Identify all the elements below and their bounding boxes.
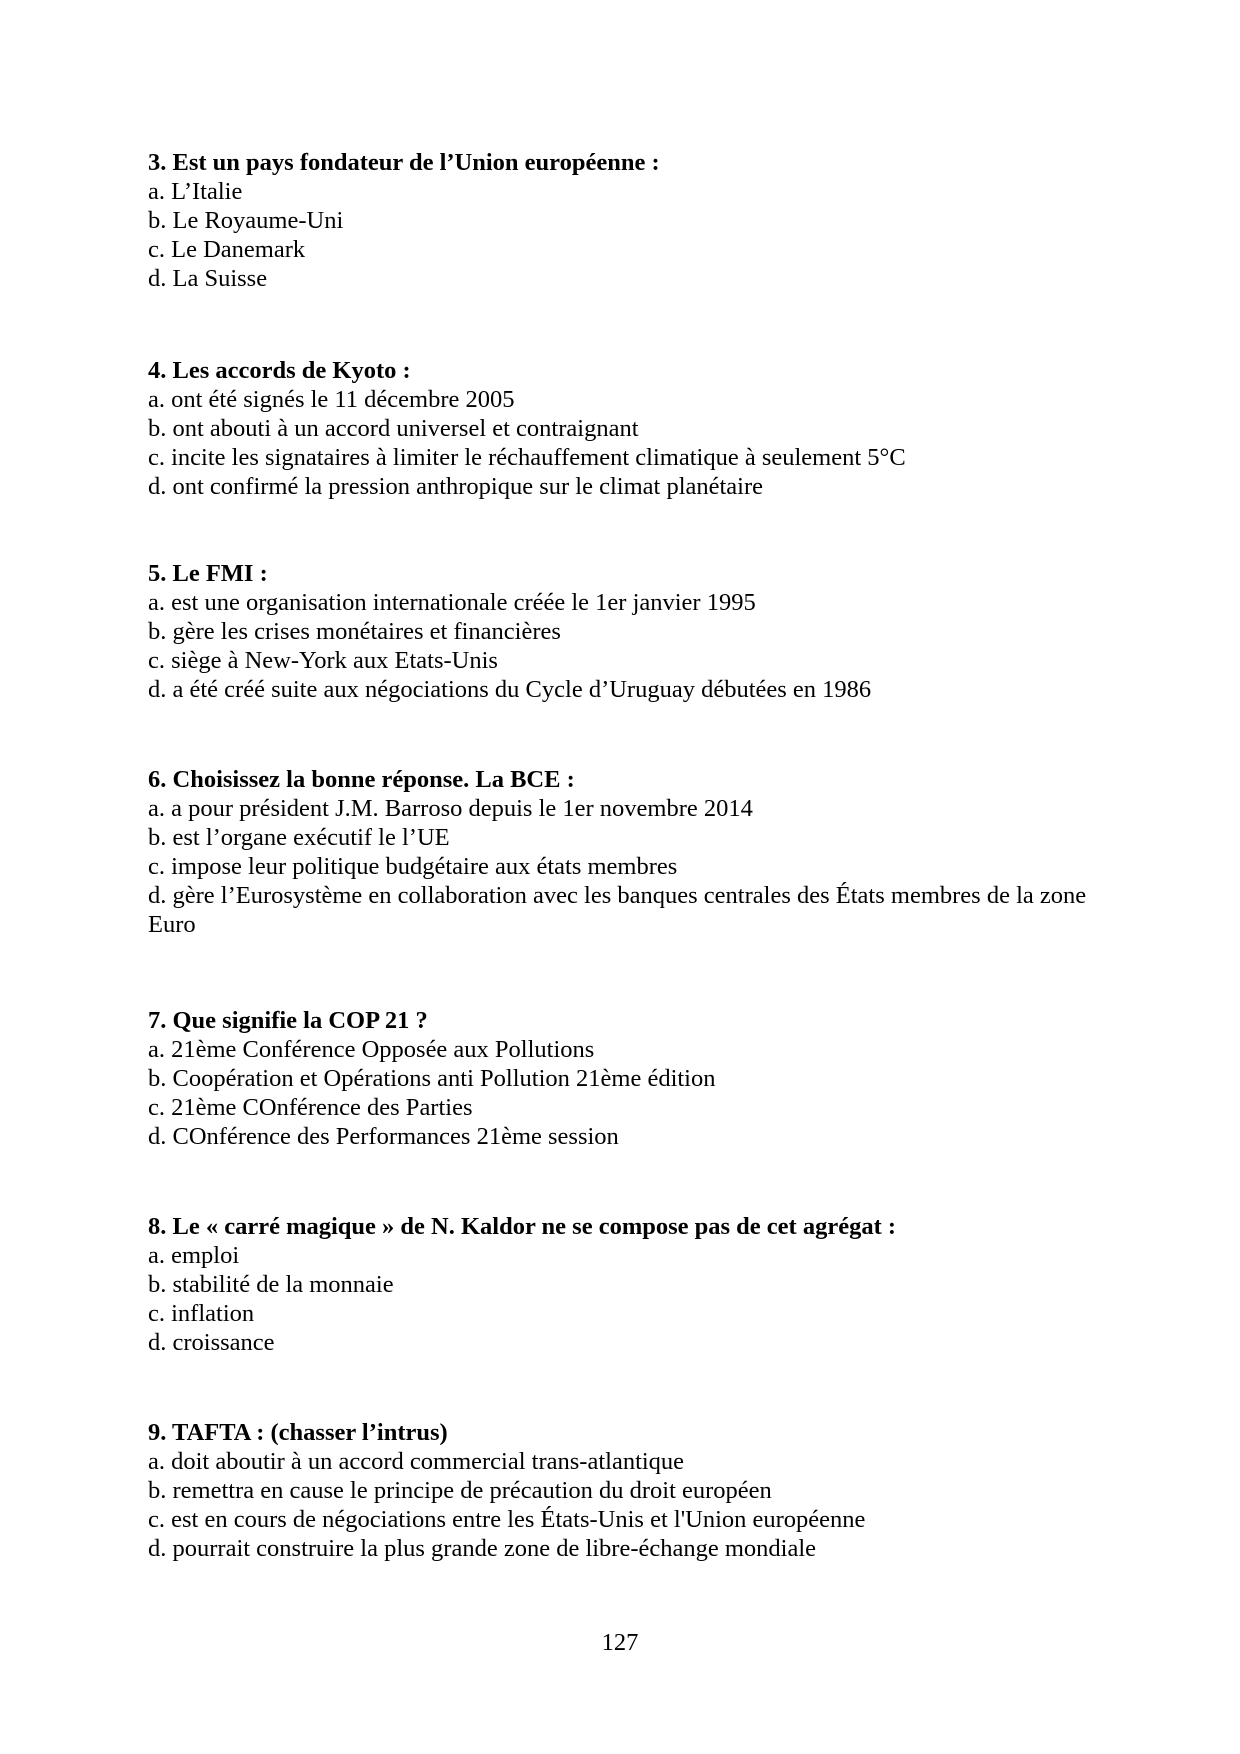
question-9 [148,1418,1108,1563]
answer-option: a. a pour président J.M. Barroso depuis le 1er novembre 2014 [148,795,753,822]
answer-option: d. pourrait construire la plus grande zone de libre-échange mondiale [148,1535,817,1562]
answer-option: c. impose leur politique budgétaire aux états membres [148,853,678,880]
answer-option: a. L’Italie [148,178,243,205]
answer-option: d. La Suisse [148,265,268,292]
answer-option: d. ont confirmé la pression anthropique sur le climat planétaire [148,473,764,500]
answer-option: d. gère l’Eurosystème en collaboration avec les banques centrales des États membres de la zone Euro [148,882,1087,938]
answer-option: c. 21ème COnférence des Parties [148,1094,473,1121]
answer-option: a. ont été signés le 11 décembre 2005 [148,386,515,413]
answer-option: a. emploi [148,1242,240,1269]
answer-option: c. inflation [148,1300,255,1327]
question-title: 8. Le « carré magique » de N. Kaldor ne se compose pas de cet agrégat : [148,1213,897,1240]
question-title: 4. Les accords de Kyoto : [148,357,411,384]
question-title: 5. Le FMI : [148,560,268,587]
answer-option: c. est en cours de négociations entre les États-Unis et l'Union européenne [148,1506,866,1533]
answer-option: b. gère les crises monétaires et financières [148,618,561,645]
answer-option: b. est l’organe exécutif le l’UE [148,824,450,851]
answer-option: a. 21ème Conférence Opposée aux Pollutions [148,1036,595,1063]
question-title: 9. TAFTA : (chasser l’intrus) [148,1419,448,1446]
answer-option: d. COnférence des Performances 21ème session [148,1123,619,1150]
answer-option: c. siège à New-York aux Etats-Unis [148,647,498,674]
question-7 [148,1006,1108,1151]
question-title: 3. Est un pays fondateur de l’Union européenne : [148,149,660,176]
question-5 [148,559,1108,704]
question-3 [148,148,1108,293]
answer-option: b. Coopération et Opérations anti Pollution 21ème édition [148,1065,716,1092]
answer-option: d. a été créé suite aux négociations du Cycle d’Uruguay débutées en 1986 [148,676,872,703]
question-8 [148,1212,1108,1357]
question-4 [148,356,1108,501]
question-6 [148,765,1108,939]
page-number: 127 [601,1629,639,1656]
answer-option: c. incite les signataires à limiter le réchauffement climatique à seulement 5°C [148,444,906,471]
answer-option: a. est une organisation internationale créée le 1er janvier 1995 [148,589,756,616]
answer-option: b. Le Royaume-Uni [148,207,344,234]
answer-option: a. doit aboutir à un accord commercial trans-atlantique [148,1448,685,1475]
answer-option: b. stabilité de la monnaie [148,1271,394,1298]
question-title: 7. Que signifie la COP 21 ? [148,1007,428,1034]
question-title: 6. Choisissez la bonne réponse. La BCE : [148,766,575,793]
answer-option: d. croissance [148,1329,275,1356]
answer-option: b. remettra en cause le principe de précaution du droit européen [148,1477,772,1504]
answer-option: c. Le Danemark [148,236,306,263]
answer-option: b. ont abouti à un accord universel et contraignant [148,415,639,442]
